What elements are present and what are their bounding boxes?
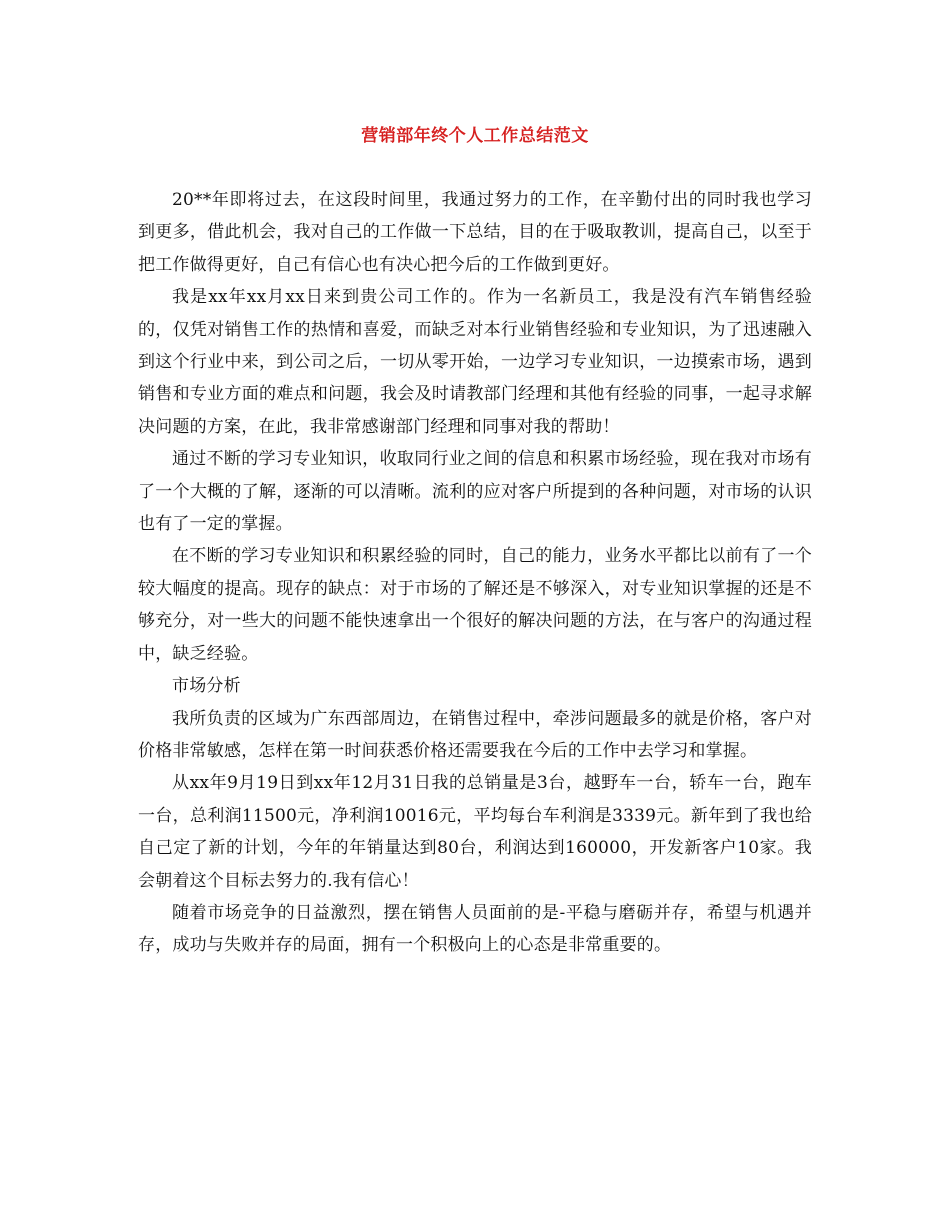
paragraph-intro: 20**年即将过去，在这段时间里，我通过努力的工作，在辛勤付出的同时我也学习到更多，借此机会，我对自己的工作做一下总结，目的在于吸取教训，提高自己，以至于把工作做得更好，自己有信心也有决心把今后的工作做到更好。 (138, 190, 812, 275)
paragraph-outlook: 随着市场竞争的日益激烈，摆在销售人员面前的是-平稳与磨砺并存，希望与机遇并存，成功与失败并存的局面，拥有一个积极向上的心态是非常重要的。 (138, 902, 812, 956)
paragraph-shortcomings: 在不断的学习专业知识和积累经验的同时，自己的能力，业务水平都比以前有了一个较大幅度的提高。现存的缺点：对于市场的了解还是不够深入，对专业知识掌握的还是不够充分，对一些大的问题不能快速拿出一个很好的解决问题的方法，在与客户的沟通过程中，缺乏经验。 (138, 546, 812, 664)
paragraph-background: 我是xx年xx月xx日来到贵公司工作的。作为一名新员工，我是没有汽车销售经验的，仅凭对销售工作的热情和喜爱，而缺乏对本行业销售经验和专业知识，为了迅速融入到这个行业中来，到公司之后，一切从零开始，一边学习专业知识，一边摸索市场，遇到销售和专业方面的难点和问题，我会及时请教部门经理和其他有经验的同事，一起寻求解决问题的方案，在此，我非常感谢部门经理和同事对我的帮助！ (138, 287, 812, 437)
paragraph-market: 我所负责的区域为广东西部周边，在销售过程中，牵涉问题最多的就是价格，客户对价格非常敏感，怎样在第一时间获悉价格还需要我在今后的工作中去学习和掌握。 (138, 708, 812, 761)
document-body (138, 184, 812, 962)
paragraph-sales-figures: 从xx年9月19日到xx年12月31日我的总销量是3台，越野车一台，轿车一台，跑车一台，总利润11500元，净利润10016元，平均每台车利润是3339元。新年到了我也给自己定了新的计划，今年的年销量达到80台，利润达到160000，开发新客户10家。我会朝着这个目标去努力的.我有信心！ (138, 773, 812, 891)
section-heading-market-analysis: 市场分析 (172, 676, 241, 697)
document-title: 营销部年终个人工作总结范文 (361, 126, 589, 146)
paragraph-learning: 通过不断的学习专业知识，收取同行业之间的信息和积累市场经验，现在我对市场有了一个大概的了解，逐渐的可以清晰。流利的应对客户所提到的各种问题，对市场的认识也有了一定的掌握。 (138, 449, 812, 535)
